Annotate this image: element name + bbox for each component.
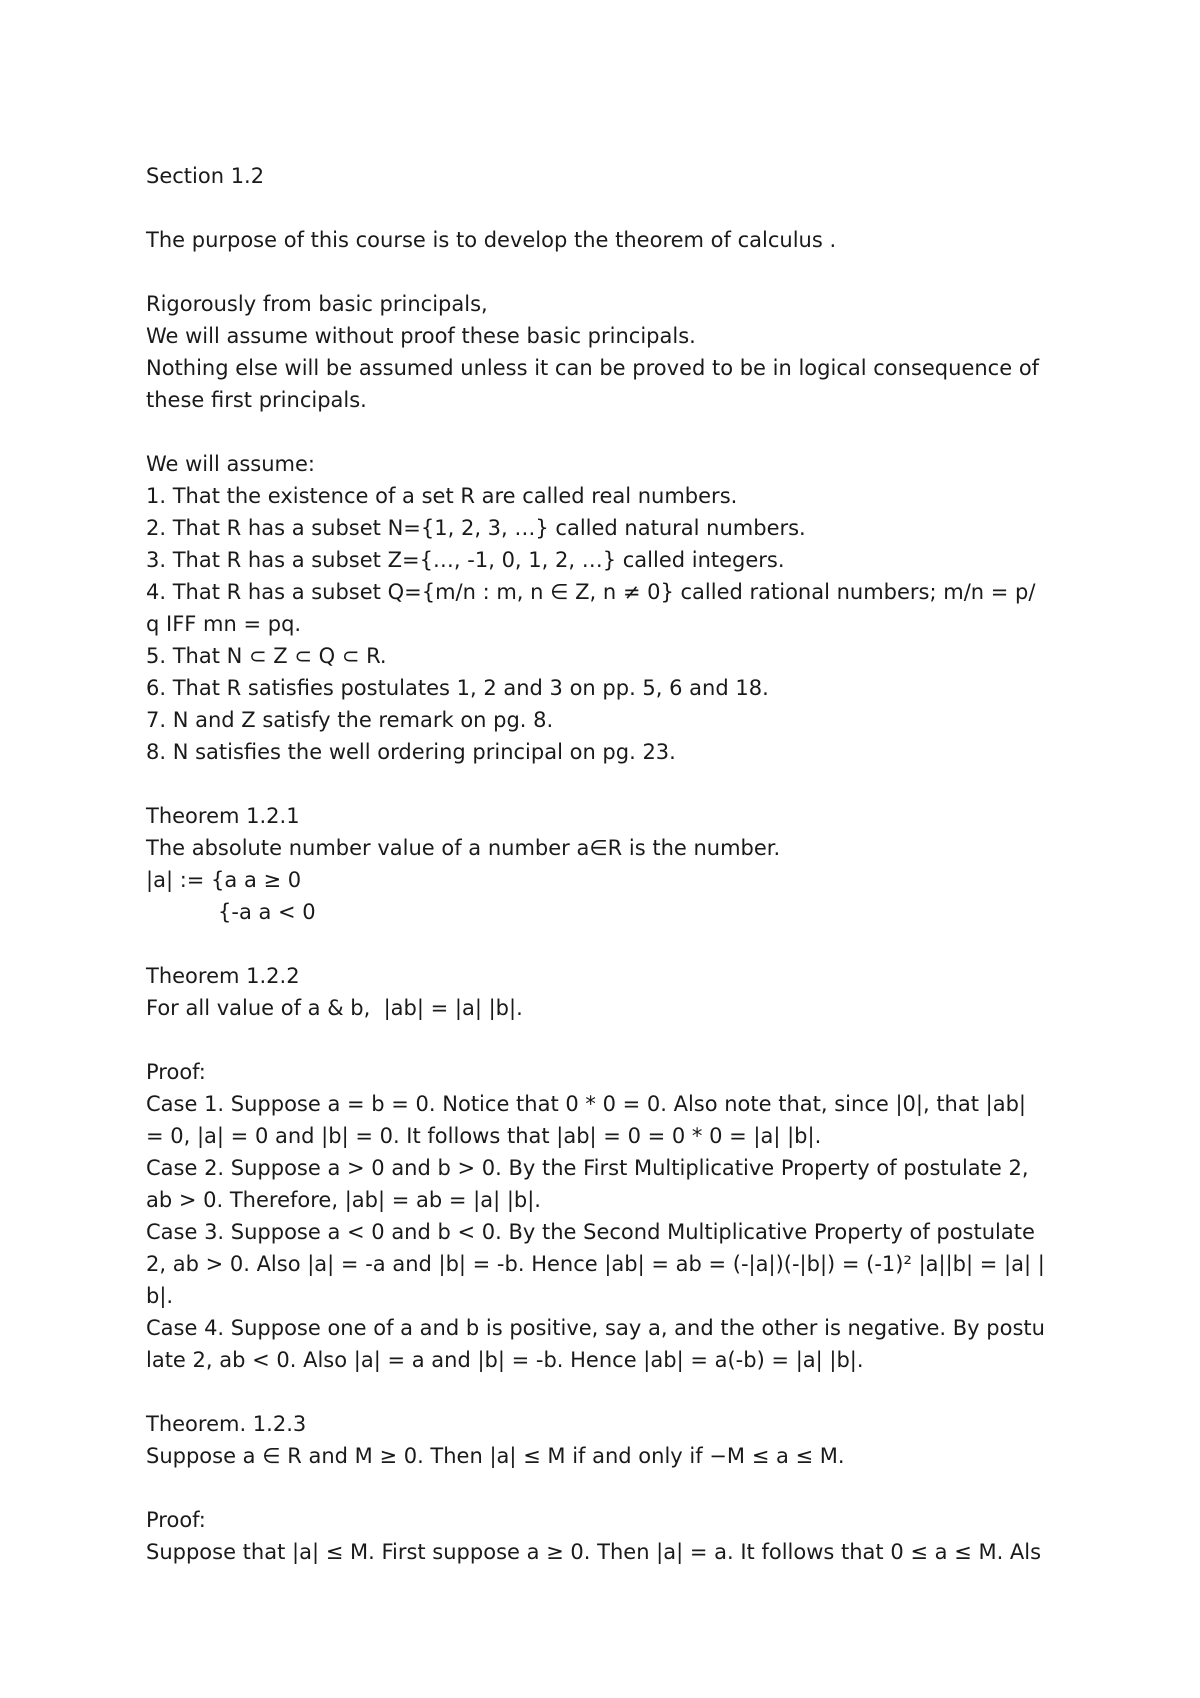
proof-line: Suppose that |a| ≤ M. First suppose a ≥ 0. Then |a| = a. It follows that 0 ≤ a ≤ M. Als <box>146 1540 1042 1564</box>
blank-line <box>146 416 1066 448</box>
intro-rigor-line-2: We will assume without proof these basic principals. <box>146 324 696 348</box>
intro-purpose: The purpose of this course is to develop the theorem of calculus . <box>146 228 837 252</box>
intro-rigor-line-3b: these first principals. <box>146 388 367 412</box>
theorem-2-statement: For all value of a & b, |ab| = |a| |b|. <box>146 996 523 1020</box>
assumption-item: 4. That R has a subset Q={m/n : m, n ∈ Z, n ≠ 0} called rational numbers; m/n = p/ <box>146 580 1036 604</box>
theorem-3-proof-label: Proof: <box>146 1508 206 1532</box>
proof-line: 2, ab > 0. Also |a| = -a and |b| = -b. Hence |ab| = ab = (-|a|)(-|b|) = (-1)² |a||b| = |a| | <box>146 1252 1045 1276</box>
blank-line <box>146 1376 1066 1408</box>
assumption-item: 6. That R satisfies postulates 1, 2 and 3 on pp. 5, 6 and 18. <box>146 676 769 700</box>
assumption-item: 2. That R has a subset N={1, 2, 3, …} called natural numbers. <box>146 516 806 540</box>
proof-line: b|. <box>146 1284 174 1308</box>
proof-line: Case 2. Suppose a > 0 and b > 0. By the First Multiplicative Property of postulate 2, <box>146 1156 1029 1180</box>
theorem-1-case-negative: {-a a < 0 <box>218 900 316 924</box>
proof-line: late 2, ab < 0. Also |a| = a and |b| = -b. Hence |ab| = a(-b) = |a| |b|. <box>146 1348 864 1372</box>
theorem-2-title: Theorem 1.2.2 <box>146 964 300 988</box>
assumption-item: 3. That R has a subset Z={…, -1, 0, 1, 2, …} called integers. <box>146 548 785 572</box>
assumption-item: q IFF mn = pq. <box>146 612 302 636</box>
proof-line: Case 3. Suppose a < 0 and b < 0. By the Second Multiplicative Property of postulate <box>146 1220 1035 1244</box>
assumption-item: 8. N satisfies the well ordering principal on pg. 23. <box>146 740 676 764</box>
theorem-1-case-positive: |a| := {a a ≥ 0 <box>146 868 302 892</box>
blank-line <box>146 256 1066 288</box>
theorem-3-title: Theorem. 1.2.3 <box>146 1412 307 1436</box>
assumption-item: 1. That the existence of a set R are called real numbers. <box>146 484 738 508</box>
blank-line <box>146 1472 1066 1504</box>
proof-line: Case 4. Suppose one of a and b is positive, say a, and the other is negative. By postu <box>146 1316 1045 1340</box>
assumption-item: 5. That N ⊂ Z ⊂ Q ⊂ R. <box>146 644 387 668</box>
proof-line: = 0, |a| = 0 and |b| = 0. It follows that |ab| = 0 = 0 * 0 = |a| |b|. <box>146 1124 822 1148</box>
theorem-1-title: Theorem 1.2.1 <box>146 804 300 828</box>
theorem-1-statement: The absolute number value of a number a∈R is the number. <box>146 836 781 860</box>
intro-rigor-line-1: Rigorously from basic principals, <box>146 292 488 316</box>
blank-line <box>146 928 1066 960</box>
intro-rigor-line-3a: Nothing else will be assumed unless it can be proved to be in logical consequence of <box>146 356 1040 380</box>
assumption-item: 7. N and Z satisfy the remark on pg. 8. <box>146 708 554 732</box>
blank-line <box>146 192 1066 224</box>
section-title: Section 1.2 <box>146 164 265 188</box>
blank-line <box>146 1024 1066 1056</box>
theorem-3-statement: Suppose a ∈ R and M ≥ 0. Then |a| ≤ M if and only if −M ≤ a ≤ M. <box>146 1444 845 1468</box>
proof-line: ab > 0. Therefore, |ab| = ab = |a| |b|. <box>146 1188 541 1212</box>
document-page <box>146 160 1066 1568</box>
blank-line <box>146 768 1066 800</box>
proof-line: Case 1. Suppose a = b = 0. Notice that 0 * 0 = 0. Also note that, since |0|, that |ab| <box>146 1092 1026 1116</box>
assumptions-heading: We will assume: <box>146 452 315 476</box>
theorem-2-proof-label: Proof: <box>146 1060 206 1084</box>
